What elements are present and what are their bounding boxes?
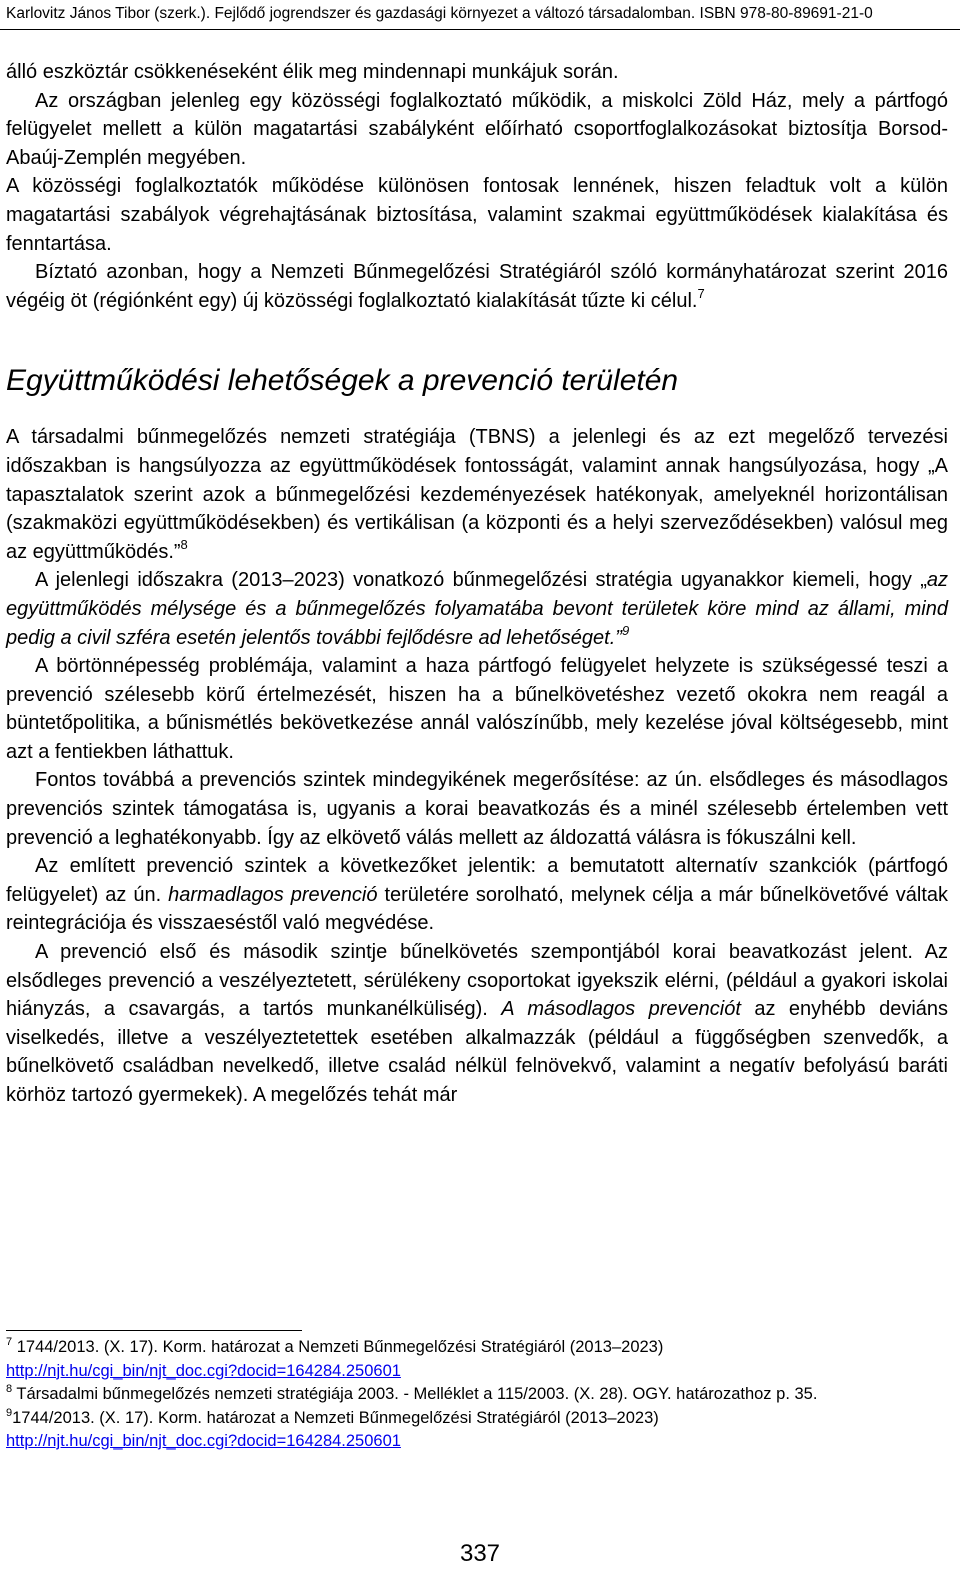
footnote-9	[6, 1407, 906, 1454]
paragraph: Az országban jelenleg egy közösségi foglalkoztató működik, a miskolci Zöld Ház, mely a pártfogó felügyelet mellett a külön magatartási szabályként előírható csoportfoglalkozásokat biztosítja Borsod-Abaúj-Zemplén megyében.	[6, 89, 948, 169]
footnote-ref-8[interactable]: 8	[180, 536, 188, 552]
footnote-8	[6, 1383, 906, 1407]
footnote-ref-9[interactable]	[622, 623, 629, 638]
footnote-text: Társadalmi bűnmegelőzés nemzeti stratégiája 2003. - Melléklet a 115/2003. (X. 28). OGY. határozathoz p. 35.	[16, 1385, 818, 1403]
footnote-text: 1744/2013. (X. 17). Korm. határozat a Nemzeti Bűnmegelőzési Stratégiáról (2013–2023)	[12, 1408, 659, 1427]
section-heading: Együttműködési lehetőségek a prevenció területén	[6, 364, 679, 398]
footnote-ref-7[interactable]: 7	[697, 285, 705, 301]
paragraph	[6, 938, 948, 1110]
paragraph-text: A jelenlegi időszakra (2013–2023) vonatkozó bűnmegelőzési stratégia ugyanakkor kiemeli, hogy „	[35, 569, 927, 592]
footnote-number: 8	[6, 1383, 13, 1395]
paragraph-text: területére sorolható, melynek célja a már bűnelkövetővé váltak reintegrációja és visszaeséstől való megvédése.	[6, 883, 949, 935]
paragraph-text: A prevenció első és második szintje bűnelkövetés szempontjából korai beavatkozást jelent. Az elsődleges prevenció a veszélyeztetett, sérülékeny csoportokat igyekszik elérni, (például a gyakori iskolai hiányzás, a csavargás, a tartós munkanélküliség).	[6, 941, 948, 1021]
page-number: 337	[459, 1540, 501, 1567]
footnote-link[interactable]: http://njt.hu/cgi_bin/njt_doc.cgi?docid=164284.250601	[6, 1361, 401, 1380]
paragraph-text: Bíztató azonban, hogy a Nemzeti Bűnmegelőzési Stratégiáról szóló kormányhatározat szerint 2016 végéig öt (régiónként egy) új közösségi foglalkoztató kialakítását tűzte ki célul.	[6, 261, 948, 312]
footnotes	[6, 1336, 906, 1454]
paragraph: A közösségi foglalkoztatók működése különösen fontosak lennének, hiszen feladtuk volt a külön magatartási szabályok végrehajtásának biztosítása, valamint szakmai együttműködések kialakítása és fenntartása.	[6, 175, 948, 255]
quoted-text: az együttműködés mélysége és a bűnmegelőzés folyamatába bevont területek köre mind az állami, mind pedig a civil szféra esetén jelentős további fejlődésre ad lehetőséget.”	[6, 569, 948, 649]
paragraph-text: A társadalmi bűnmegelőzés nemzeti stratégiája (TBNS) a jelenlegi és az ezt megelőző tervezési időszakban is hangsúlyozza az együttműködések fontosságát, valamint annak hangsúlyozása, hogy „A tapasztalatok szerint azok a bűnmegelőzési kezdeményezések hatékonyak, amelyeknél horizontálisan (szakmaközi együttműködésekben) és vertikálisan (a központi és a helyi szerveződésekben) valósul meg az együttműködés.”	[6, 426, 948, 563]
paragraph: Fontos továbbá a prevenciós szintek mindegyikének megerősítése: az ún. elsődleges és másodlagos prevenciós szintek támogatása is, ugyanis a korai beavatkozás és a minél szélesebb értelemben vett prevenció a leghatékonyabb. Így az elkövető válás mellett az áldozattá válásra is fókuszálni kell.	[6, 769, 948, 849]
emphasis: A másodlagos prevenciót	[501, 998, 741, 1021]
paragraph	[6, 852, 948, 938]
paragraph-text: az enyhébb deviáns viselkedés, illetve a veszélyeztetettek esetében alkalmazzák (például a függőségben szenvedők, a bűnelkövető családban nevelkedő, illetve család nélkül felnövekvő, valamint a negatív befolyású baráti körhöz tartozó gyermekek). A megelőzés tehát már	[6, 998, 949, 1106]
paragraph: A börtönnépesség problémája, valamint a haza pártfogó felügyelet helyzete is szükségessé teszi a prevenció szélesebb körű értelmezését, hiszen ha a bűnelkövetéshez vezető okokra nem reagál a büntetőpolitika, a bűnismétlés bekövetkezése annál valószínűbb, mely kezelése jóval költségesebb, mint azt a fentiekben láthattuk.	[6, 655, 948, 763]
body-text	[6, 58, 948, 1110]
paragraph: álló eszköztár csökkenéseként élik meg mindennapi munkájuk során.	[6, 61, 619, 83]
footnote-number: 7	[6, 1336, 13, 1348]
footnote-ref-label: 9	[621, 622, 630, 638]
footnote-link[interactable]: http://njt.hu/cgi_bin/njt_doc.cgi?docid=164284.250601	[6, 1432, 401, 1450]
footnote-text: 1744/2013. (X. 17). Korm. határozat a Nemzeti Bűnmegelőzési Stratégiáról (2013–2023)	[16, 1338, 664, 1356]
paragraph-text: Az említett prevenció szintek a következőket jelentik: a bemutatott alternatív szankciók (pártfogó felügyelet) az ún.	[6, 855, 948, 906]
paragraph	[6, 566, 948, 652]
footnote-7	[6, 1336, 906, 1383]
footnote-separator	[6, 1330, 302, 1331]
paragraph	[6, 423, 948, 566]
emphasis: harmadlagos prevenció	[168, 883, 378, 906]
footnote-number: 9	[6, 1406, 13, 1419]
running-header: Karlovitz János Tibor (szerk.). Fejlődő jogrendszer és gazdasági környezet a változó társadalomban. ISBN 978-80-89691-21-0	[0, 0, 960, 30]
paragraph	[6, 258, 948, 315]
